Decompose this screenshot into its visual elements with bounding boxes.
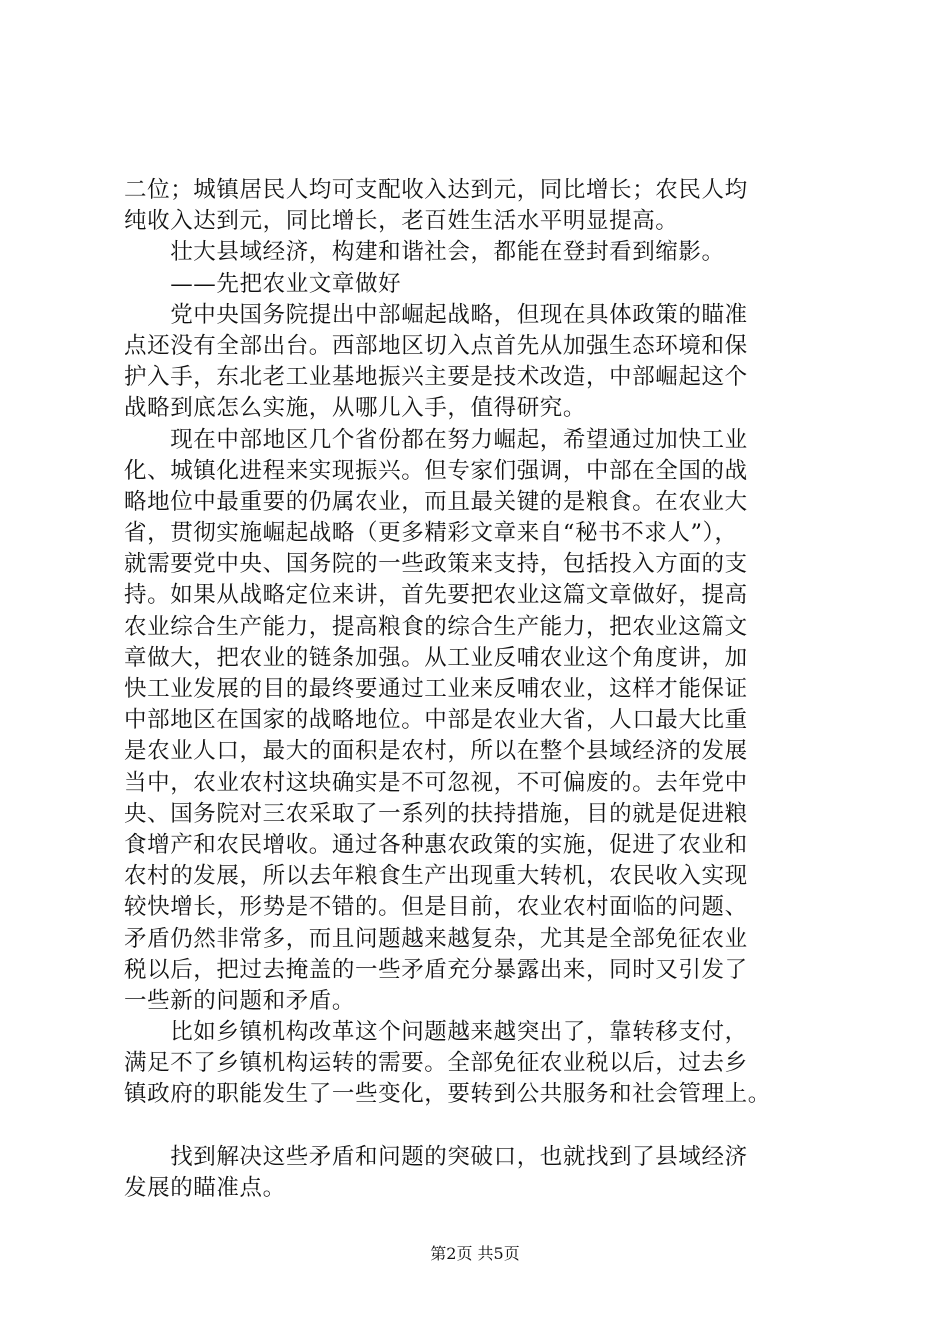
text-line: 找到解决这些矛盾和问题的突破口，也就找到了县域经济 [124, 1143, 748, 1170]
text-line: 满足不了乡镇机构运转的需要。全部免征农业税以后，过去乡 [124, 1050, 748, 1077]
text-line: 纯收入达到元，同比增长，老百姓生活水平明显提高。 [124, 208, 679, 235]
section-heading: ——先把农业文章做好 [124, 270, 402, 297]
text-line: 中部地区在国家的战略地位。中部是农业大省，人口最大比重 [124, 707, 748, 734]
text-line: 是农业人口，最大的面积是农村，所以在整个县域经济的发展 [124, 738, 748, 765]
text-line: 章做大，把农业的链条加强。从工业反哺农业这个角度讲，加 [124, 644, 748, 671]
text-line: 当中，农业农村这块确实是不可忽视，不可偏废的。去年党中 [124, 769, 748, 796]
text-line: 镇政府的职能发生了一些变化，要转到公共服务和社会管理上。 [124, 1081, 771, 1108]
text-line: 一些新的问题和矛盾。 [124, 987, 356, 1014]
text-line: 食增产和农民增收。通过各种惠农政策的实施，促进了农业和 [124, 831, 748, 858]
page-number-footer: 第2页 共5页 [430, 1244, 520, 1263]
text-line: 现在中部地区几个省份都在努力崛起，希望通过加快工业 [124, 426, 748, 453]
blank-line [124, 1111, 830, 1142]
text-line: 农业综合生产能力，提高粮食的综合生产能力，把农业这篇文 [124, 613, 748, 640]
text-line: 比如乡镇机构改革这个问题越来越突出了，靠转移支付， [124, 1019, 748, 1046]
text-line: 战略到底怎么实施，从哪儿入手，值得研究。 [124, 395, 587, 422]
text-line: 央、国务院对三农采取了一系列的扶持措施，目的就是促进粮 [124, 800, 748, 827]
text-line: 矛盾仍然非常多，而且问题越来越复杂，尤其是全部免征农业 [124, 925, 748, 952]
text-line: 税以后，把过去掩盖的一些矛盾充分暴露出来，同时又引发了 [124, 956, 748, 983]
text-line: 化、城镇化进程来实现振兴。但专家们强调，中部在全国的战 [124, 457, 748, 484]
text-line: 就需要党中央、国务院的一些政策来支持，包括投入方面的支 [124, 551, 748, 578]
text-line: 二位；城镇居民人均可支配收入达到元，同比增长；农民人均 [124, 177, 748, 203]
text-line: 持。如果从战略定位来讲，首先要把农业这篇文章做好，提高 [124, 582, 748, 609]
text-line: 发展的瞄准点。 [124, 1175, 286, 1201]
document-body [124, 175, 830, 1204]
text-line: 党中央国务院提出中部崛起战略，但现在具体政策的瞄准 [124, 301, 748, 328]
text-line: 省，贯彻实施崛起战略（更多精彩文章来自“秘书不求人”）， [124, 520, 738, 547]
text-line: 点还没有全部出台。西部地区切入点首先从加强生态环境和保 [124, 332, 748, 359]
text-line: 快工业发展的目的最终要通过工业来反哺农业，这样才能保证 [124, 676, 748, 702]
text-line: 农村的发展，所以去年粮食生产出现重大转机，农民收入实现 [124, 863, 748, 890]
text-line: 较快增长，形势是不错的。但是目前，农业农村面临的问题、 [124, 894, 748, 921]
text-line: 护入手，东北老工业基地振兴主要是技术改造，中部崛起这个 [124, 364, 748, 391]
text-line: 壮大县域经济，构建和谐社会，都能在登封看到缩影。 [124, 239, 725, 266]
text-line: 略地位中最重要的仍属农业，而且最关键的是粮食。在农业大 [124, 488, 748, 515]
